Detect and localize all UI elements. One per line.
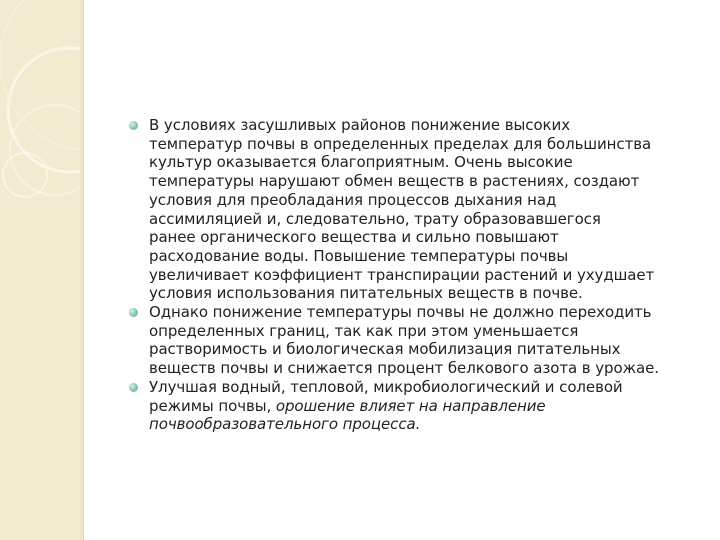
text-line: температуры нарушают обмен веществ в растениях, создают	[149, 172, 640, 191]
text-line: Однако понижение температуры почвы не должно переходить	[149, 303, 652, 322]
text-line: ассимиляцией и, следовательно, трату образовавшегося	[149, 209, 601, 228]
bullet-item-3	[128, 378, 708, 434]
bullet-item-2	[128, 303, 708, 378]
bullet-dot-icon	[129, 308, 138, 317]
text-line: Улучшая водный, тепловой, микробиологический и солевой	[149, 377, 623, 396]
text-line: определенных границ, так как при этом уменьшается	[149, 321, 579, 340]
bullet-dot-icon	[129, 121, 138, 130]
slide-content	[128, 116, 708, 434]
text-line: веществ почвы и снижается процент белкового азота в урожае.	[149, 359, 659, 378]
text-line: расходование воды. Повышение температуры почвы	[149, 246, 569, 265]
text-line-italic: почвообразовательного процесса.	[149, 415, 421, 434]
text-normal: режимы почвы,	[149, 396, 276, 415]
decorative-circles	[0, 0, 80, 540]
text-line: В условиях засушливых районов понижение высоких	[149, 116, 570, 134]
text-line: условия для преобладания процессов дыхания над	[149, 190, 557, 209]
text-line: увеличивает коэффициент транспирации растений и ухудшает	[149, 265, 655, 284]
decorative-side-band	[0, 0, 80, 540]
text-line: условия использования питательных веществ в почве.	[149, 284, 583, 303]
bullet-dot-icon	[129, 383, 138, 392]
text-line-mixed	[149, 397, 708, 416]
text-line: культур оказывается благоприятным. Очень высокие	[149, 153, 573, 172]
text-line: растворимость и биологическая мобилизация питательных	[149, 340, 621, 359]
text-italic: орошение влияет на направление	[275, 396, 546, 415]
text-line: ранее органического вещества и сильно повышают	[149, 228, 559, 247]
band-edge-line	[83, 0, 84, 540]
text-line: температур почвы в определенных пределах для большинства	[149, 134, 652, 153]
bullet-item-1	[128, 116, 708, 303]
